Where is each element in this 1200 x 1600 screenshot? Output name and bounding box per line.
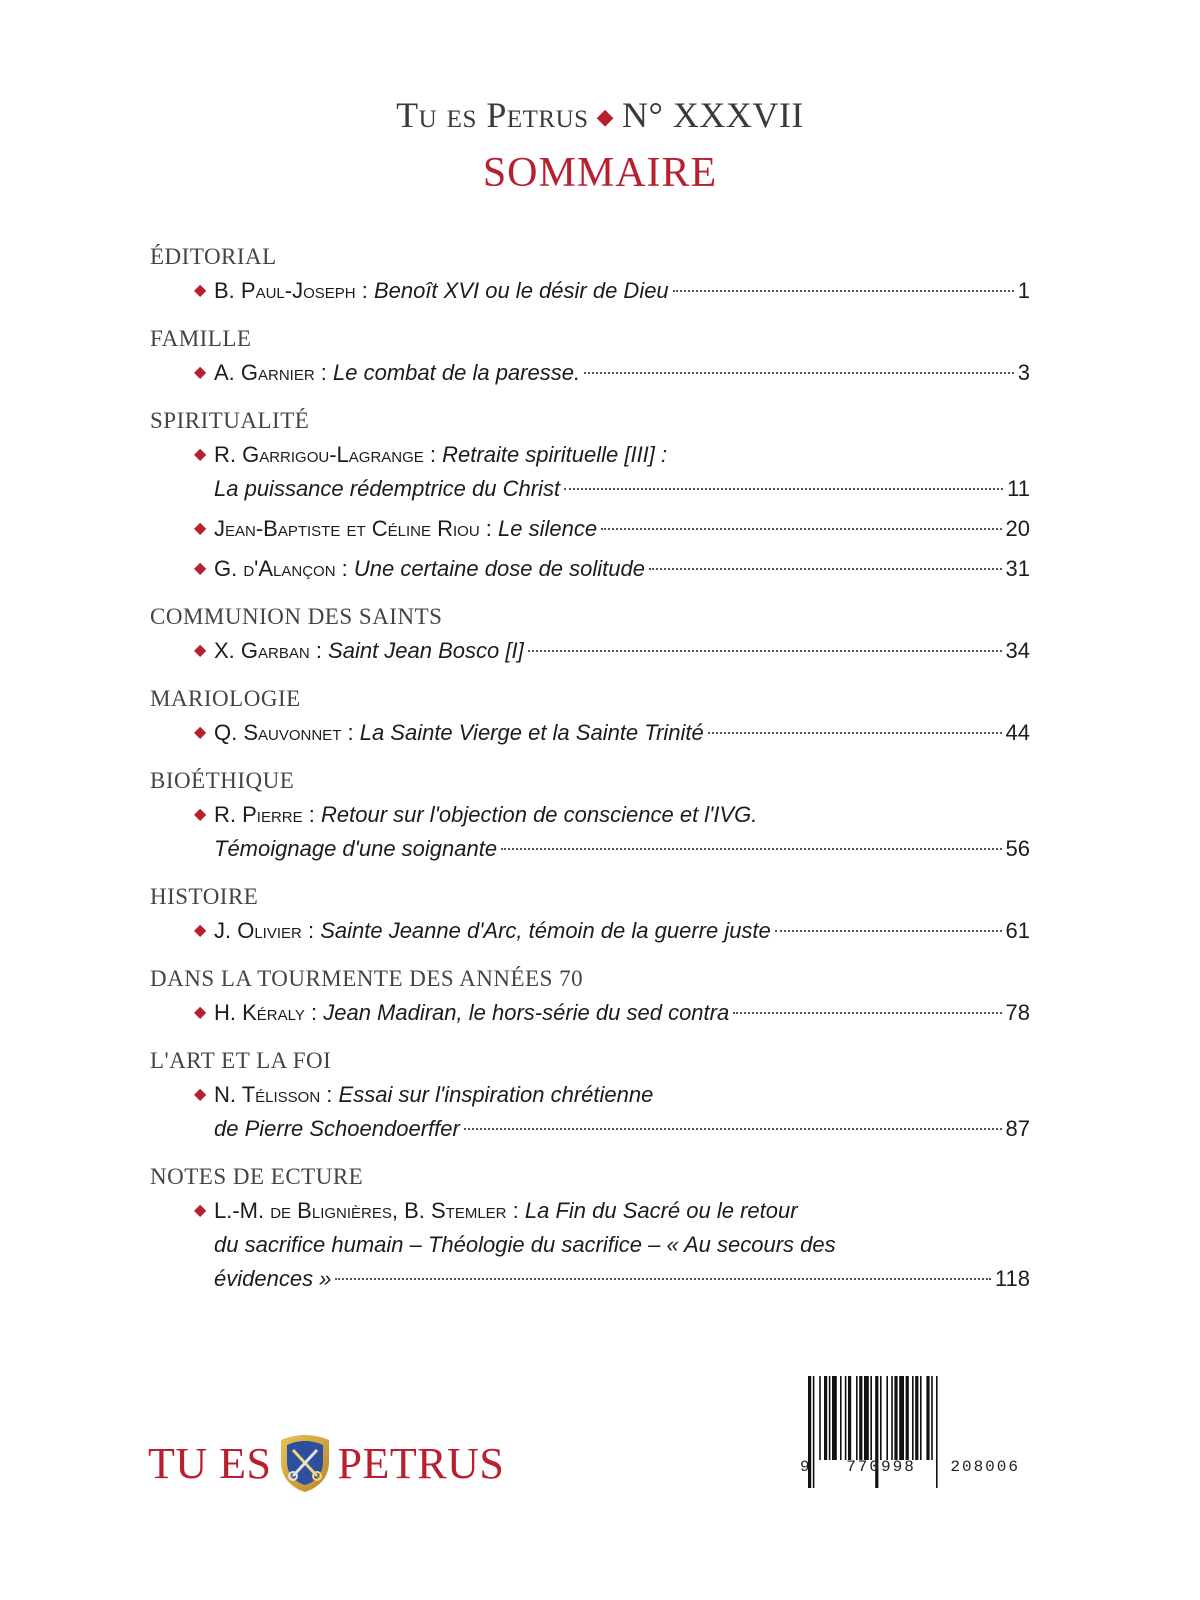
page-number: 78 (1005, 1000, 1030, 1025)
toc-section (150, 880, 1030, 948)
page-number: 31 (1005, 556, 1030, 581)
barcode-bar (832, 1376, 837, 1460)
issue-number: N° XXXVII (621, 95, 804, 135)
barcode-bar (829, 1376, 831, 1460)
entry-title: Témoignage d'une soignante (214, 836, 498, 861)
toc-section (150, 682, 1030, 750)
entry-title: La puissance rédemptrice du Christ (214, 476, 561, 501)
diamond-bullet-icon: ◆ (194, 520, 207, 537)
barcode-bar (931, 1376, 933, 1460)
author-separator: : (320, 1082, 339, 1107)
page-number: 1 (1017, 278, 1030, 303)
entry-author: N. Télisson (214, 1082, 321, 1107)
entry-title: Le silence (498, 516, 598, 541)
entry-author: R. Garrigou-Lagrange (214, 442, 424, 467)
toc-section (150, 1160, 1030, 1296)
toc-entry (150, 512, 1030, 546)
toc-section (150, 1044, 1030, 1146)
diamond-bullet-icon: ◆ (194, 724, 207, 741)
dot-leader (335, 1278, 991, 1280)
barcode-bar (912, 1376, 914, 1460)
author-separator: : (479, 516, 498, 541)
diamond-bullet-icon: ◆ (194, 560, 207, 577)
barcode-number (800, 1458, 1020, 1476)
barcode-bar (886, 1376, 888, 1460)
barcode-bar (848, 1376, 851, 1460)
page-number: 118 (994, 1266, 1030, 1291)
journal-name: Tu es Petrus (396, 95, 589, 135)
toc-entry (150, 356, 1030, 390)
toc-entry (150, 438, 1030, 506)
diamond-bullet-icon: ◆ (194, 446, 207, 463)
barcode-bar (926, 1376, 929, 1460)
page-number: 44 (1005, 720, 1030, 745)
page-number: 20 (1005, 516, 1030, 541)
author-separator: : (335, 556, 354, 581)
dot-leader (733, 1012, 1001, 1014)
diamond-bullet-icon: ◆ (194, 642, 207, 659)
toc-entry (150, 716, 1030, 750)
toc-entry (150, 1194, 1030, 1296)
diamond-bullet-icon: ◆ (194, 922, 207, 939)
barcode-bar (824, 1376, 827, 1460)
entry-title: Jean Madiran, le hors-série du sed contra (323, 1000, 730, 1025)
barcode-bar (894, 1376, 897, 1460)
author-separator: : (302, 802, 321, 827)
toc-entry (150, 996, 1030, 1030)
table-of-contents (150, 240, 1030, 1310)
dot-leader (528, 650, 1002, 652)
dot-leader (501, 848, 1001, 850)
barcode-bar (840, 1376, 842, 1460)
page-number: 11 (1007, 476, 1030, 501)
entry-title: Benoît XVI ou le désir de Dieu (373, 278, 669, 303)
diamond-bullet-icon: ◆ (194, 1004, 207, 1021)
entry-title: Le combat de la paresse. (333, 360, 581, 385)
dot-leader (775, 930, 1002, 932)
author-separator: : (355, 278, 374, 303)
toc-section (150, 240, 1030, 308)
barcode-bar (920, 1376, 922, 1460)
barcode-bar (880, 1376, 882, 1460)
entry-title: La Fin du Sacré ou le retour (524, 1198, 798, 1223)
journal-logo (148, 1432, 504, 1494)
entry-author: G. d'Alançon (214, 556, 336, 581)
author-separator: : (309, 638, 329, 663)
toc-entry (150, 274, 1030, 308)
toc-entry (150, 914, 1030, 948)
section-title: L'ART ET LA FOI (150, 1048, 332, 1073)
entry-title: évidences » (214, 1266, 332, 1291)
diamond-bullet-icon: ◆ (194, 1086, 207, 1103)
toc-section (150, 600, 1030, 668)
dot-leader (673, 290, 1014, 292)
toc-entry (150, 1078, 1030, 1146)
diamond-bullet-icon: ◆ (194, 806, 207, 823)
section-title: BIOÉTHIQUE (150, 768, 295, 793)
page-number: 61 (1005, 918, 1030, 943)
logo-text-left: TU ES (148, 1438, 272, 1488)
author-separator: : (314, 360, 334, 385)
entry-title: La Sainte Vierge et la Sainte Trinité (359, 720, 704, 745)
entry-title: Retour sur l'objection de conscience et l'IVG. (320, 802, 758, 827)
entry-author: R. Pierre (214, 802, 303, 827)
page-number: 56 (1005, 836, 1030, 861)
barcode-bar (864, 1376, 869, 1460)
section-title: SPIRITUALITÉ (150, 408, 310, 433)
entry-title: Retraite spirituelle [III] : (442, 442, 668, 467)
toc-entry (150, 552, 1030, 586)
entry-author: A. Garnier (214, 360, 315, 385)
toc-section (150, 404, 1030, 586)
author-separator: : (301, 918, 321, 943)
barcode-digit-group: 770998 (846, 1458, 916, 1476)
section-title: ÉDITORIAL (150, 244, 277, 269)
section-title: HISTOIRE (150, 884, 259, 909)
entry-title: de Pierre Schoendoerffer (214, 1116, 460, 1141)
entry-author: L.-M. de Blignières, B. Stemler (214, 1198, 507, 1223)
author-separator: : (423, 442, 443, 467)
entry-title: Saint Jean Bosco [I] (328, 638, 524, 663)
barcode-bar (906, 1376, 909, 1460)
section-title: MARIOLOGIE (150, 686, 301, 711)
barcode-bar (870, 1376, 872, 1460)
barcode-digit-group: 208006 (950, 1458, 1020, 1476)
toc-entry (150, 634, 1030, 668)
entry-author: B. Paul-Joseph (214, 278, 356, 303)
dot-leader (464, 1128, 1002, 1130)
entry-author: X. Garban (214, 638, 310, 663)
author-separator: : (304, 1000, 324, 1025)
page-title: SOMMAIRE (482, 150, 718, 196)
entry-title: Essai sur l'inspiration chrétienne (338, 1082, 654, 1107)
author-separator: : (341, 720, 360, 745)
toc-entry (150, 798, 1030, 866)
toc-section (150, 764, 1030, 866)
barcode-bar (856, 1376, 858, 1460)
dot-leader (584, 372, 1014, 374)
page-number: 3 (1017, 360, 1030, 385)
entry-author: Q. Sauvonnet (214, 720, 342, 745)
page-number: 34 (1005, 638, 1030, 663)
author-separator: : (506, 1198, 525, 1223)
dot-leader (601, 528, 1001, 530)
entry-title: du sacrifice humain – Théologie du sacrifice – « Au secours des (214, 1232, 836, 1257)
barcode-bar (899, 1376, 904, 1460)
page-number: 87 (1005, 1116, 1030, 1141)
entry-author: H. Kéraly (214, 1000, 305, 1025)
masthead-header (0, 92, 1200, 197)
section-title: COMMUNION DES SAINTS (150, 604, 443, 629)
diamond-separator-icon: ◆ (596, 104, 614, 129)
barcode-digit-group: 9 (800, 1458, 812, 1476)
dot-leader (564, 488, 1003, 490)
barcode-bar (859, 1376, 862, 1460)
dot-leader (708, 732, 1002, 734)
masthead (0, 92, 1200, 143)
barcode-bar (891, 1376, 893, 1460)
section-title: NOTES DE ECTURE (150, 1164, 364, 1189)
barcode-bar (845, 1376, 847, 1460)
logo-text-right: PETRUS (337, 1438, 505, 1488)
diamond-bullet-icon: ◆ (194, 364, 207, 381)
section-title: FAMILLE (150, 326, 252, 351)
entry-author: J. Olivier (214, 918, 302, 943)
dot-leader (649, 568, 1002, 570)
toc-section (150, 962, 1030, 1030)
entry-title: Sainte Jeanne d'Arc, témoin de la guerre juste (320, 918, 771, 943)
barcode-bar (915, 1376, 918, 1460)
entry-title: Une certaine dose de solitude (353, 556, 645, 581)
papal-keys-crest-icon (278, 1432, 332, 1494)
section-title: DANS LA TOURMENTE DES ANNÉES 70 (150, 966, 584, 991)
barcode-bar (819, 1376, 821, 1460)
diamond-bullet-icon: ◆ (194, 1202, 207, 1219)
entry-author: Jean-Baptiste et Céline Riou (214, 516, 480, 541)
diamond-bullet-icon: ◆ (194, 282, 207, 299)
toc-section (150, 322, 1030, 390)
